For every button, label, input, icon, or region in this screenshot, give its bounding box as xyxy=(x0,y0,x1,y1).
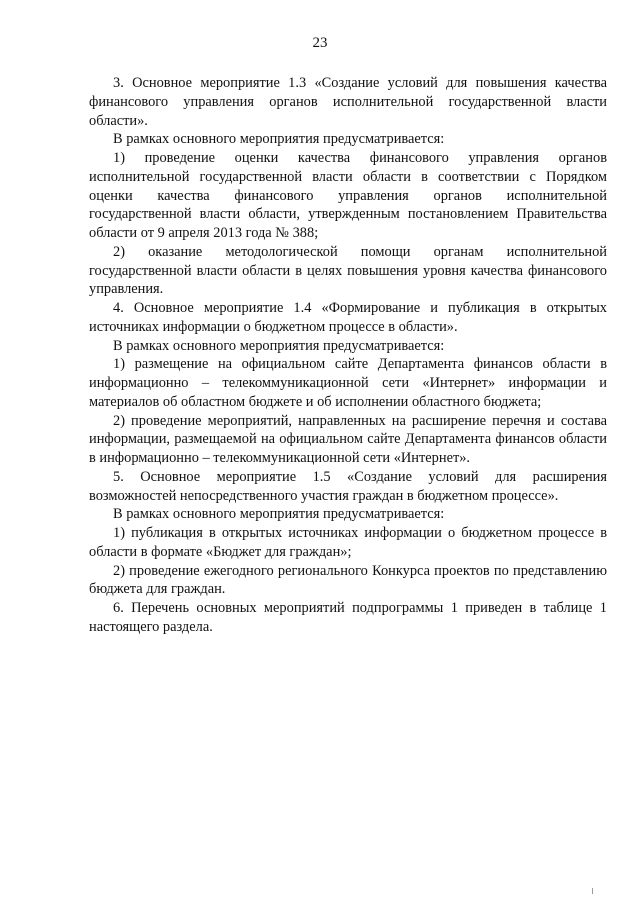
paragraph-item: 1) размещение на официальном сайте Департамента финансов области в информационно – телекоммуникационной сети «Интернет» информации и материалов об областном бюджете и об исполнении областного бюджета; xyxy=(89,356,607,410)
page-number: 23 xyxy=(312,35,328,51)
paragraph-item: 2) оказание методологической помощи органам исполнительной государственной власти области в целях повышения уровня качества финансового управления. xyxy=(89,243,607,298)
scan-mark xyxy=(592,888,593,894)
document-body xyxy=(89,74,607,637)
paragraph-measure-1-4: 4. Основное мероприятие 1.4 «Формирование и публикация в открытых источниках информации о бюджетном процессе в области». xyxy=(89,300,607,335)
paragraph-item: 2) проведение ежегодного регионального Конкурса проектов по представлению бюджета для граждан. xyxy=(89,562,607,598)
paragraph-provides-intro: В рамках основного мероприятия предусматривается: xyxy=(113,506,445,523)
paragraph-item: 2) проведение мероприятий, направленных на расширение перечня и состава информации, размещаемой на официальном сайте Департамента финансов области в информационно – телекоммуникационной сети «Интернет». xyxy=(89,412,607,466)
paragraph-provides-intro: В рамках основного мероприятия предусматривается: xyxy=(113,131,445,148)
paragraph-provides-intro: В рамках основного мероприятия предусматривается: xyxy=(113,337,445,354)
paragraph-item: 1) проведение оценки качества финансового управления органов исполнительной государственной власти области в соответствии с Порядком оценки качества финансового управления органов исполнительной государственной власти области, утвержденным постановлением Правительства области от 9 апреля 2013 года № 388; xyxy=(89,150,607,241)
paragraph-item-6: 6. Перечень основных мероприятий подпрограммы 1 приведен в таблице 1 настоящего раздела. xyxy=(89,600,607,635)
paragraph-measure-1-3: 3. Основное мероприятие 1.3 «Создание условий для повышения качества финансового управления органов исполнительной государственной власти области». xyxy=(89,75,607,129)
paragraph-item: 1) публикация в открытых источниках информации о бюджетном процессе в области в формате «Бюджет для граждан»; xyxy=(89,525,607,560)
paragraph-measure-1-5: 5. Основное мероприятие 1.5 «Создание условий для расширения возможностей непосредственного участия граждан в бюджетном процессе». xyxy=(89,468,607,504)
